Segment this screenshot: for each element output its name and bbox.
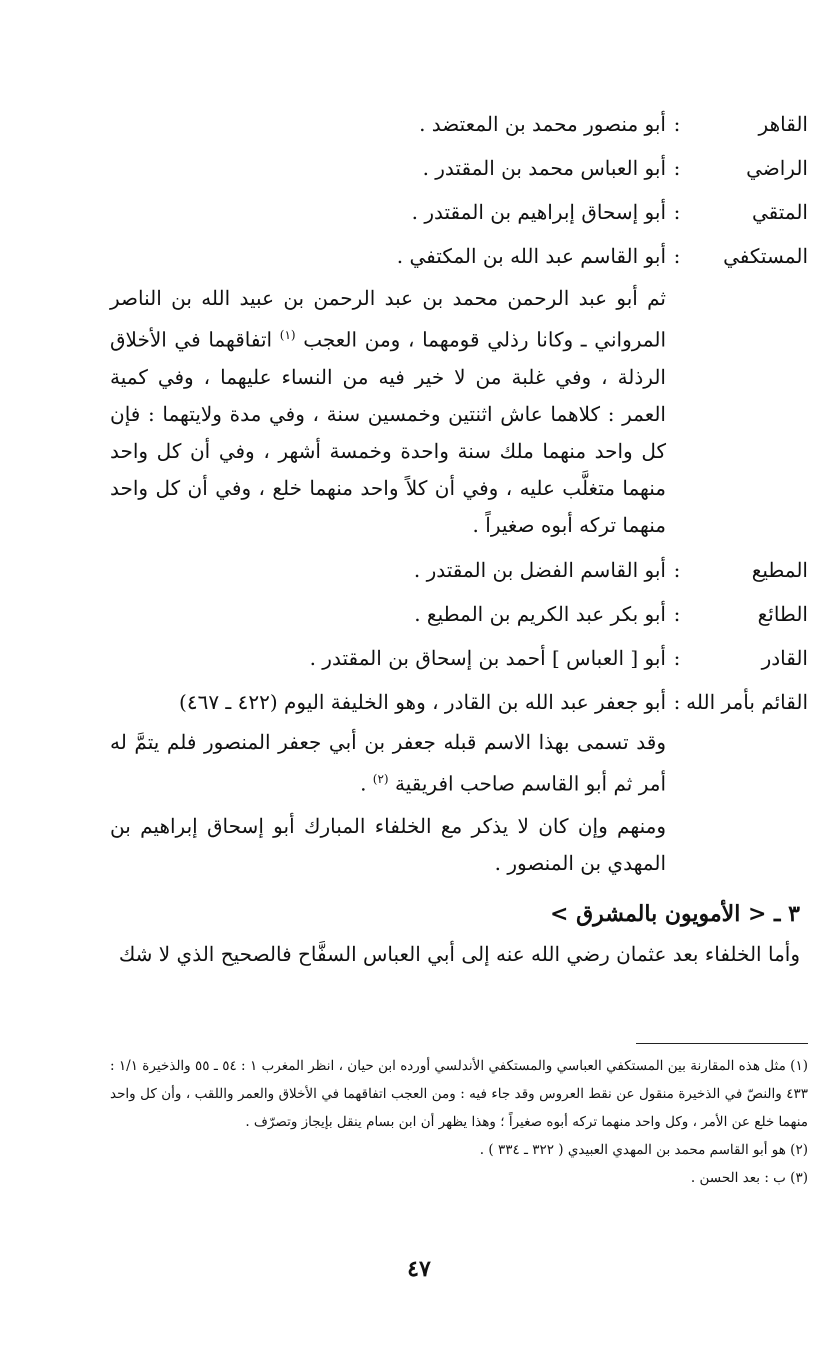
caliph-list-mid: [110, 548, 808, 803]
caliph-title: القادر: [761, 645, 808, 670]
footnote-ref[interactable]: (١): [279, 328, 296, 342]
paragraph-text: .: [360, 771, 367, 796]
caliph-entry: [110, 146, 808, 190]
caliph-title: القاهر: [758, 112, 808, 136]
section-heading: ٣ ـ < الأمويون بالمشرق >: [550, 901, 800, 928]
caliph-entry: [110, 234, 808, 278]
caliph-entry: [110, 102, 808, 146]
caliph-name: أبو القاسم الفضل بن المقتدر .: [413, 557, 666, 582]
footnote-ref[interactable]: (٢): [372, 771, 389, 786]
caliph-title: المتقي: [751, 200, 808, 224]
caliph-entry: [110, 636, 808, 680]
caliph-entry: [110, 592, 808, 636]
separator-colon: :: [673, 112, 681, 136]
caliph-name: أبو بكر عبد الكريم بن المطيع .: [414, 601, 666, 626]
mustakfi-paragraph: [110, 280, 666, 544]
main-text: [110, 102, 808, 974]
separator-colon: :: [673, 557, 681, 582]
caliph-title: الطائع: [757, 601, 808, 626]
separator-colon: :: [673, 156, 681, 180]
separator-colon: :: [673, 244, 681, 268]
paragraph-text: وقد تسمى بهذا الاسم قبله جعفر بن أبي جعفر المنصور فلم يتمَّ له أمر ثم أبو القاسم صاحب افريقية: [110, 729, 666, 796]
caliph-entry: [110, 190, 808, 234]
caliph-title: المطيع: [751, 557, 808, 582]
caliph-name: أبو منصور محمد بن المعتضد .: [419, 112, 666, 136]
separator-colon: :: [673, 689, 681, 714]
mubarak-paragraph: ومنهم وإن كان لا يذكر مع الخلفاء المبارك أبو إسحاق إبراهيم بن المهدي بن المنصور .: [110, 814, 666, 876]
caliph-list-top: [110, 102, 808, 278]
caliph-entry: [110, 548, 808, 592]
caliph-name: أبو القاسم عبد الله بن المكتفي .: [396, 244, 666, 268]
paragraph-text: اتفاقهما في الأخلاق الرذلة ، وفي غلبة من لا خير فيه من النساء عليهما ، وفي كمية العمر : كلاهما عاش اثنتين وخمسين سنة ، وفي مدة ولايتهما : فإن كل واحد منهما ملك سنة واحدة وخمسة أشهر ، وفي أن كل واحد منهما متغلَّب عليه ، وفي أن كلاً واحد منهما خلع ، وفي أن كل واحد منهما تركه أبوه صغيراً .: [110, 327, 666, 537]
footnote: (٢) هو أبو القاسم محمد بن المهدي العبيدي ( ٣٢٢ ـ ٣٣٤ ) .: [479, 1142, 808, 1158]
page-number: ٤٧: [407, 1256, 431, 1282]
paragraph-text: ثم أبو عبد الرحمن محمد بن عبد الرحمن بن عبيد الله بن الناصر المرواني ـ وكانا رذلي قومهما ، ومن العجب: [110, 286, 667, 352]
footnotes: [110, 1052, 808, 1192]
caliph-name: أبو [ العباس ] أحمد بن إسحاق بن المقتدر .: [309, 645, 666, 670]
separator-colon: :: [673, 601, 681, 626]
qaim-paragraph: [110, 724, 666, 803]
caliph-name: أبو العباس محمد بن المقتدر .: [422, 156, 666, 180]
section-text: وأما الخلفاء بعد عثمان رضي الله عنه إلى أبي العباس السفَّاح فالصحيح الذي لا شك: [118, 942, 800, 967]
caliph-title: القائم بأمر الله: [686, 689, 808, 714]
caliph-title: المستكفي: [723, 244, 808, 268]
separator-colon: :: [673, 645, 681, 670]
caliph-name: أبو إسحاق إبراهيم بن المقتدر .: [411, 200, 666, 224]
separator-colon: :: [673, 200, 681, 224]
caliph-name: أبو جعفر عبد الله بن القادر ، وهو الخليفة اليوم (٤٢٢ ـ ٤٦٧): [179, 689, 666, 714]
footnote: (٣) ب : بعد الحسن .: [690, 1170, 808, 1186]
footnote-divider: [636, 1043, 808, 1044]
footnote: (١) مثل هذه المقارنة بين المستكفي العباسي والمستكفي الأندلسي أورده ابن حيان ، انظر المغرب ١ : ٥٤ ـ ٥٥ والذخيرة ١/١ : ٤٣٣ والنصّ في الذخيرة منقول عن نقط العروس وقد جاء فيه : ومن العجب اتفاقهما في الأخلاق والعمر واللقب ، وأن كل واحد منهما خلع عن الأمر ، وكل واحد منهما تركه أبوه صغيراً ؛ وهذا يظهر أن ابن بسام ينقل بإيجاز وتصرّف .: [110, 1058, 808, 1130]
caliph-title: الراضي: [746, 156, 808, 180]
caliph-entry-qaim: [110, 680, 808, 724]
